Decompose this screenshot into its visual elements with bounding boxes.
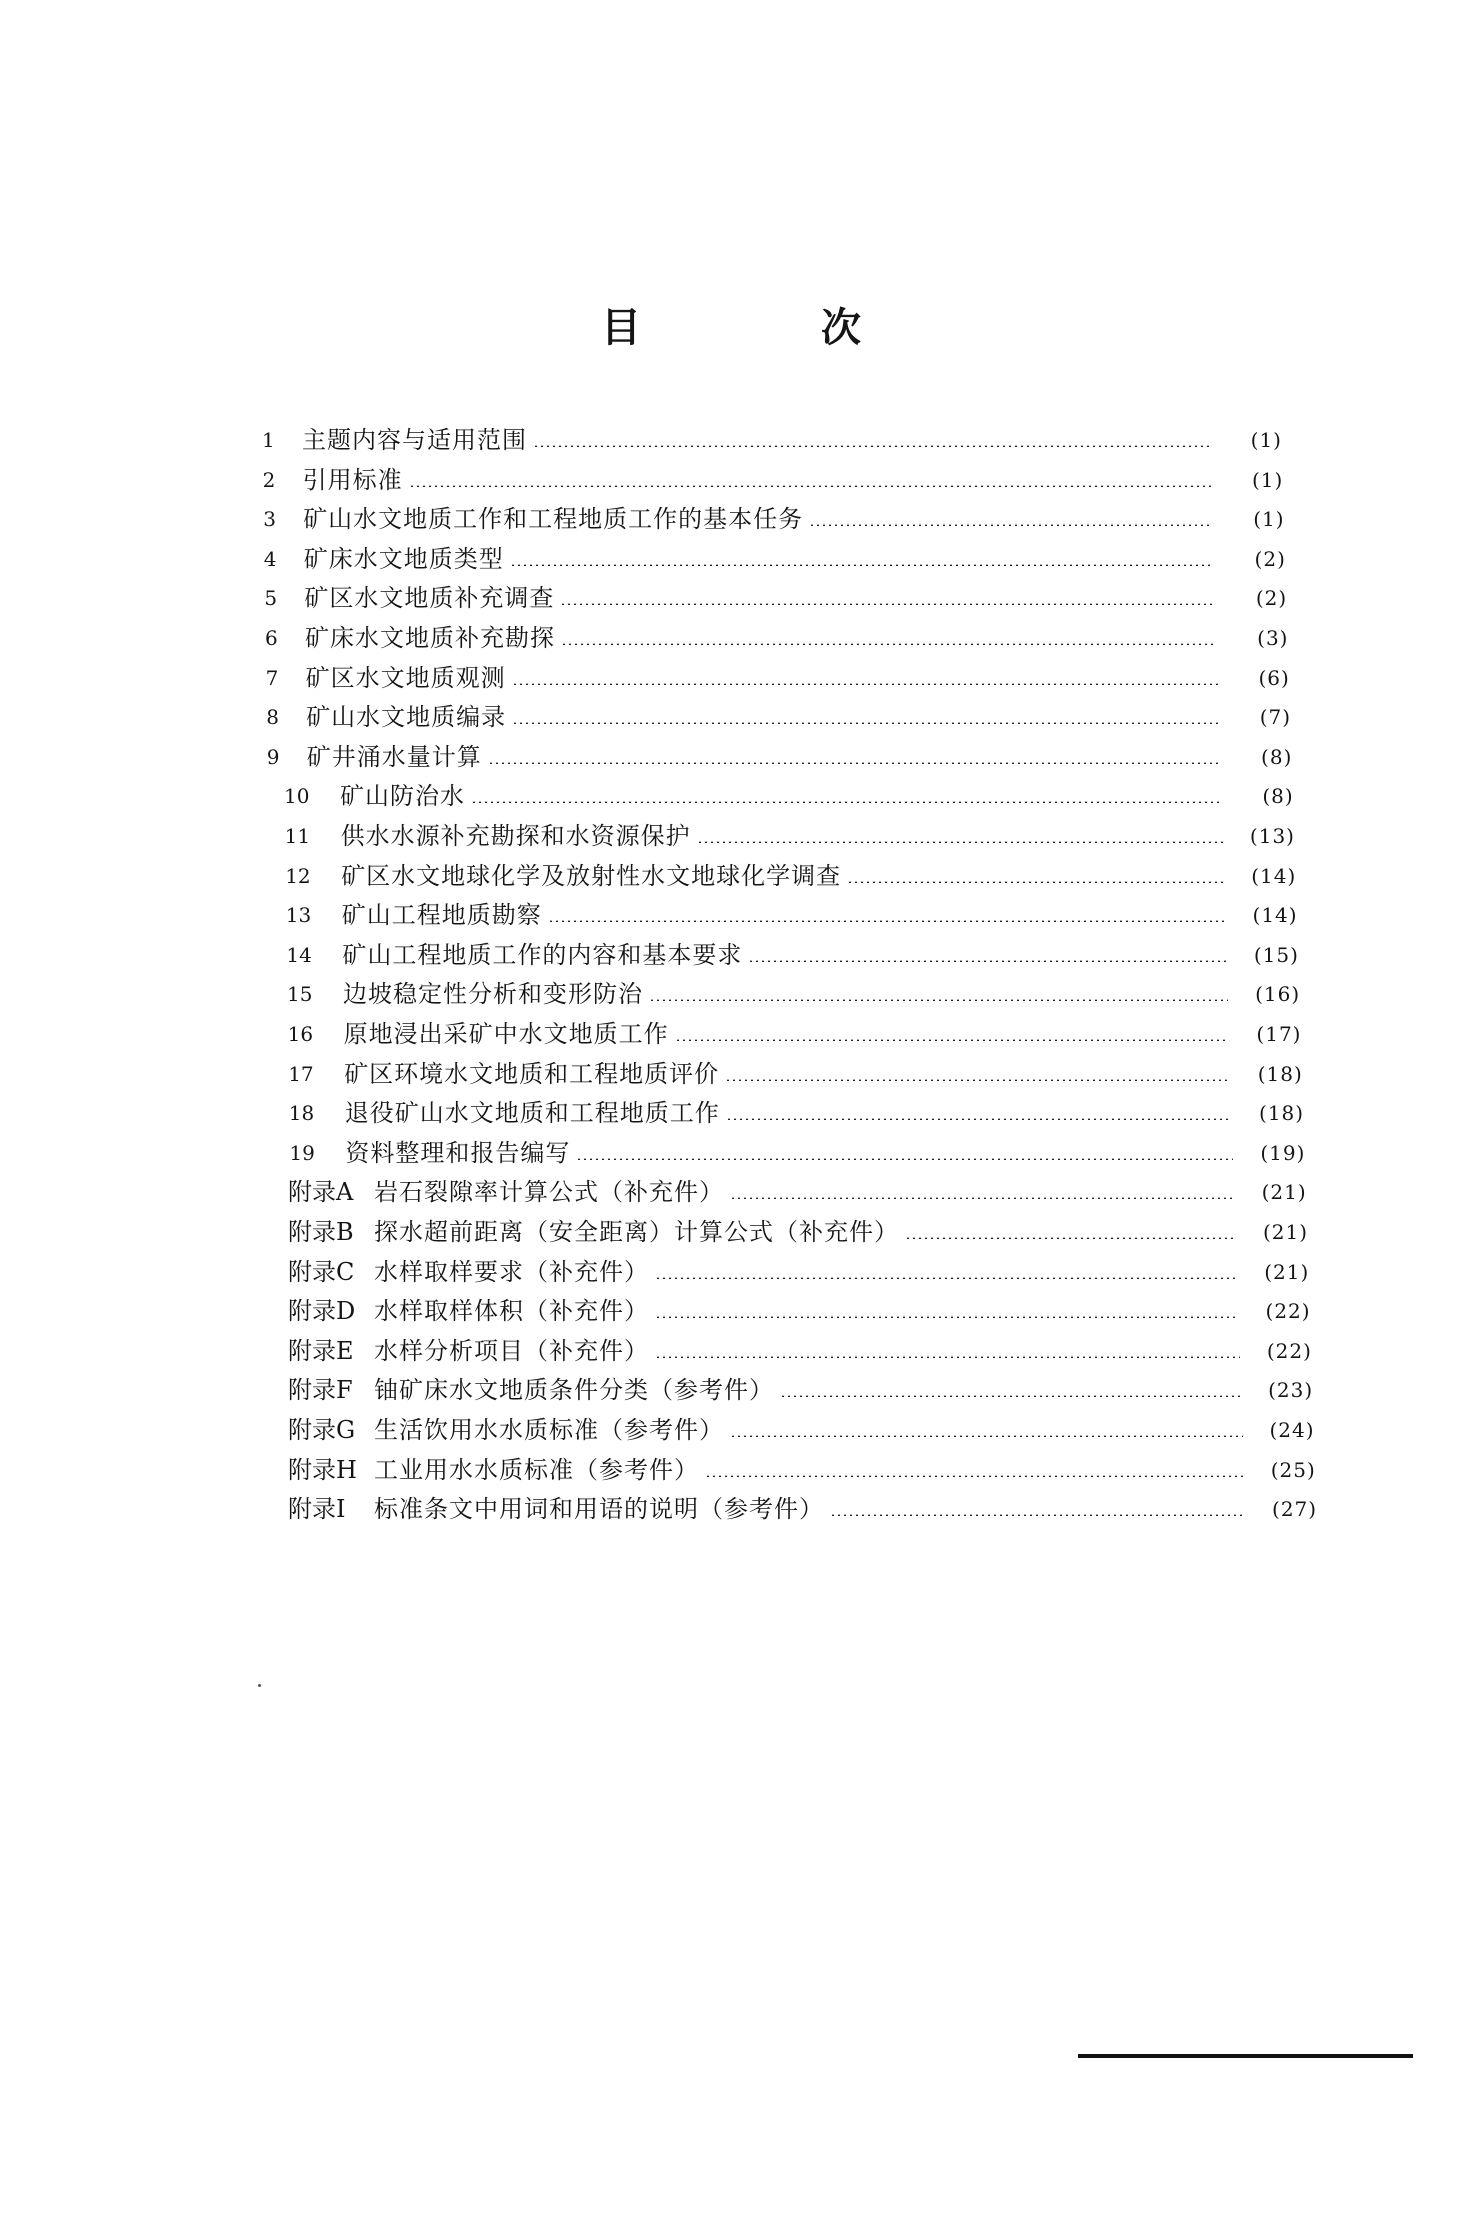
toc-entry-page-number: (23): [1268, 1378, 1314, 1403]
toc-entry-title: 矿区水文地球化学及放射性水文地球化学调查: [341, 861, 842, 890]
toc-entry-page-number: (18): [1259, 1101, 1305, 1126]
dot-leader: [560, 603, 1215, 605]
toc-entry: [289, 1093, 1304, 1133]
footer-rule: [1078, 2054, 1413, 2058]
toc-entry-number: 7: [265, 665, 279, 690]
toc-appendix-entry: [288, 1410, 1315, 1450]
toc-entry: [264, 539, 1286, 579]
toc-entry-title: 矿床水文地质补充勘探: [305, 624, 555, 652]
dot-leader: [471, 801, 1222, 803]
toc-entry: [289, 1133, 1305, 1173]
toc-entry-page-number: (24): [1269, 1418, 1315, 1442]
toc-entry-number: 19: [289, 1140, 315, 1165]
toc-entry-number: 附录I: [288, 1495, 346, 1524]
toc-entry-title: 标准条文中用词和用语的说明（参考件）: [374, 1495, 824, 1524]
page-title: 目 次: [601, 305, 931, 351]
dot-leader: [510, 564, 1214, 566]
toc-appendix-entry: [288, 1291, 1311, 1331]
toc-entry-page-number: (21): [1261, 1180, 1307, 1205]
toc-entry-page-number: (21): [1264, 1259, 1310, 1284]
toc-entry-page-number: (3): [1257, 626, 1289, 650]
toc-entry: [288, 1054, 1303, 1094]
dot-leader: [697, 841, 1223, 843]
toc-entry-number: 8: [266, 705, 279, 730]
toc-entry-title: 矿山水文地质工作和工程地质工作的基本任务: [303, 505, 804, 534]
toc-entry-number: 附录G: [288, 1416, 356, 1444]
toc-entry-title: 原地浸出采矿中水文地质工作: [343, 1020, 669, 1048]
toc-entry-title: 水样取样体积（补充件）: [374, 1297, 649, 1326]
toc-entry-number: 附录H: [288, 1455, 357, 1484]
dot-leader: [548, 920, 1226, 922]
toc-entry-number: 15: [287, 982, 313, 1007]
toc-entry-number: 附录C: [288, 1257, 355, 1286]
toc-entry-number: 9: [266, 744, 280, 769]
toc-entry-title: 退役矿山水文地质和工程地质工作: [344, 1099, 720, 1128]
toc-entry-page-number: (8): [1261, 744, 1293, 769]
toc-entry-number: 14: [286, 942, 312, 967]
toc-entry-title: 生活饮用水水质标准（参考件）: [374, 1416, 724, 1444]
dot-leader: [561, 643, 1217, 645]
dot-leader: [655, 1277, 1237, 1279]
toc-entry-title: 水样取样要求（补充件）: [374, 1257, 649, 1286]
toc-entry-page-number: (17): [1256, 1022, 1302, 1046]
dot-leader: [533, 445, 1210, 447]
toc-entry-title: 矿山工程地质勘察: [341, 901, 542, 930]
toc-entry-number: 6: [265, 626, 278, 650]
toc-entry: [285, 816, 1295, 856]
toc-entry: [285, 856, 1296, 896]
toc-entry: [284, 776, 1294, 816]
dot-leader: [488, 762, 1221, 764]
toc-entry-number: 11: [284, 824, 311, 848]
toc-entry-page-number: (14): [1252, 903, 1298, 928]
toc-entry-number: 13: [285, 903, 312, 928]
toc-entry-page-number: (18): [1257, 1061, 1303, 1086]
toc-entry-page-number: (1): [1253, 507, 1285, 532]
toc-entry-number: 2: [262, 467, 276, 492]
toc-entry-title: 铀矿床水文地质条件分类（参考件）: [374, 1376, 774, 1405]
toc-entry-page-number: (2): [1254, 546, 1286, 571]
toc-entry: [262, 420, 1282, 460]
dot-leader: [655, 1356, 1240, 1358]
toc-entry: [263, 499, 1284, 539]
toc-entry-page-number: (25): [1270, 1457, 1316, 1482]
toc-entry-title: 矿山防治水: [340, 782, 465, 811]
toc-entry-number: 附录F: [288, 1376, 353, 1405]
toc-entry-page-number: (7): [1259, 705, 1292, 730]
toc-appendix-entry: [288, 1450, 1316, 1490]
dot-leader: [655, 1316, 1239, 1318]
toc-entry-title: 矿床水文地质类型: [303, 544, 504, 573]
toc-entry-number: 附录E: [288, 1336, 354, 1365]
toc-entry-title: 矿区水文地质观测: [305, 663, 506, 692]
toc-entry-page-number: (1): [1250, 428, 1282, 452]
dot-leader: [409, 485, 1212, 487]
toc-entry-number: 5: [264, 586, 278, 611]
toc-entry-page-number: (22): [1266, 1338, 1312, 1363]
dot-leader: [725, 1079, 1231, 1081]
toc-appendix-entry: [288, 1370, 1313, 1410]
toc-entry-page-number: (27): [1272, 1497, 1318, 1522]
toc-appendix-entry: [288, 1331, 1312, 1371]
toc-entry-title: 供水水源补充勘探和水资源保护: [340, 822, 691, 850]
scan-speck: [258, 1684, 261, 1687]
toc-entry-number: 附录A: [288, 1178, 354, 1207]
toc-entry: [286, 895, 1298, 935]
toc-entry-number: 附录B: [288, 1218, 354, 1246]
toc-entry: [288, 1014, 1302, 1054]
toc-entry-title: 矿井涌水量计算: [306, 742, 482, 771]
toc-entry-title: 工业用水水质标准（参考件）: [374, 1455, 699, 1484]
toc-entry-title: 矿区水文地质补充调查: [304, 584, 555, 613]
toc-entry-number: 16: [287, 1022, 314, 1046]
dot-leader: [726, 1118, 1232, 1120]
dot-leader: [847, 881, 1224, 883]
toc-appendix-entry: [288, 1172, 1307, 1212]
toc-entry: [266, 697, 1291, 737]
toc-entry-title: 矿山工程地质工作的内容和基本要求: [342, 940, 743, 969]
toc-entry-page-number: (21): [1262, 1220, 1308, 1244]
toc-entry-number: 12: [285, 863, 311, 888]
toc-entry-page-number: (13): [1249, 824, 1295, 848]
dot-leader: [576, 1158, 1233, 1160]
toc-entry-page-number: (8): [1262, 784, 1294, 809]
toc-entry-title: 资料整理和报告编写: [345, 1138, 571, 1167]
dot-leader: [675, 1039, 1230, 1041]
dot-leader: [730, 1197, 1235, 1199]
toc-entry: [286, 935, 1299, 975]
dot-leader: [780, 1395, 1241, 1397]
toc-appendix-entry: [288, 1252, 1309, 1292]
dot-leader: [705, 1475, 1244, 1477]
toc-entry-number: 3: [263, 507, 276, 532]
toc-entry-page-number: (2): [1255, 586, 1288, 611]
dot-leader: [512, 722, 1219, 724]
dot-leader: [512, 683, 1218, 685]
toc-entry-number: 17: [288, 1061, 314, 1086]
toc-entry-title: 矿山水文地质编录: [306, 703, 507, 732]
toc-entry-number: 4: [263, 546, 277, 571]
toc-entry-page-number: (19): [1260, 1140, 1306, 1165]
toc-entry-page-number: (15): [1253, 942, 1299, 967]
dot-leader: [748, 960, 1227, 962]
toc-entry-page-number: (16): [1255, 982, 1301, 1007]
toc-entry-title: 主题内容与适用范围: [302, 426, 527, 454]
toc-entry: [264, 578, 1287, 618]
toc-entry: [287, 974, 1300, 1014]
toc-entry-page-number: (1): [1251, 467, 1284, 492]
toc-entry-title: 探水超前距离（安全距离）计算公式（补充件）: [374, 1218, 899, 1246]
dot-leader: [809, 524, 1212, 526]
toc-entry-title: 水样分析项目（补充件）: [374, 1336, 649, 1365]
toc-entry-number: 10: [284, 784, 310, 809]
toc-entry-page-number: (22): [1265, 1299, 1311, 1324]
toc-appendix-entry: [288, 1212, 1308, 1252]
toc-appendix-entry: [288, 1489, 1317, 1529]
toc-entry: [266, 658, 1290, 698]
toc-entry-title: 矿区环境水文地质和工程地质评价: [344, 1059, 720, 1088]
toc-entry-number: 1: [262, 428, 275, 452]
toc-entry-page-number: (6): [1258, 665, 1290, 690]
dot-leader: [830, 1514, 1245, 1516]
toc-entry-title: 引用标准: [302, 465, 403, 494]
toc-entry: [263, 460, 1284, 500]
toc-entry-number: 18: [288, 1101, 315, 1126]
toc-entry-title: 岩石裂隙率计算公式（补充件）: [374, 1178, 724, 1207]
toc-entry: [267, 737, 1293, 777]
toc-entry: [265, 618, 1289, 658]
dot-leader: [905, 1237, 1236, 1239]
dot-leader: [730, 1435, 1243, 1437]
toc-entry-page-number: (14): [1251, 863, 1297, 888]
toc-entry-number: 附录D: [288, 1297, 356, 1326]
dot-leader: [649, 999, 1228, 1001]
toc-entry-title: 边坡稳定性分析和变形防治: [343, 980, 643, 1009]
